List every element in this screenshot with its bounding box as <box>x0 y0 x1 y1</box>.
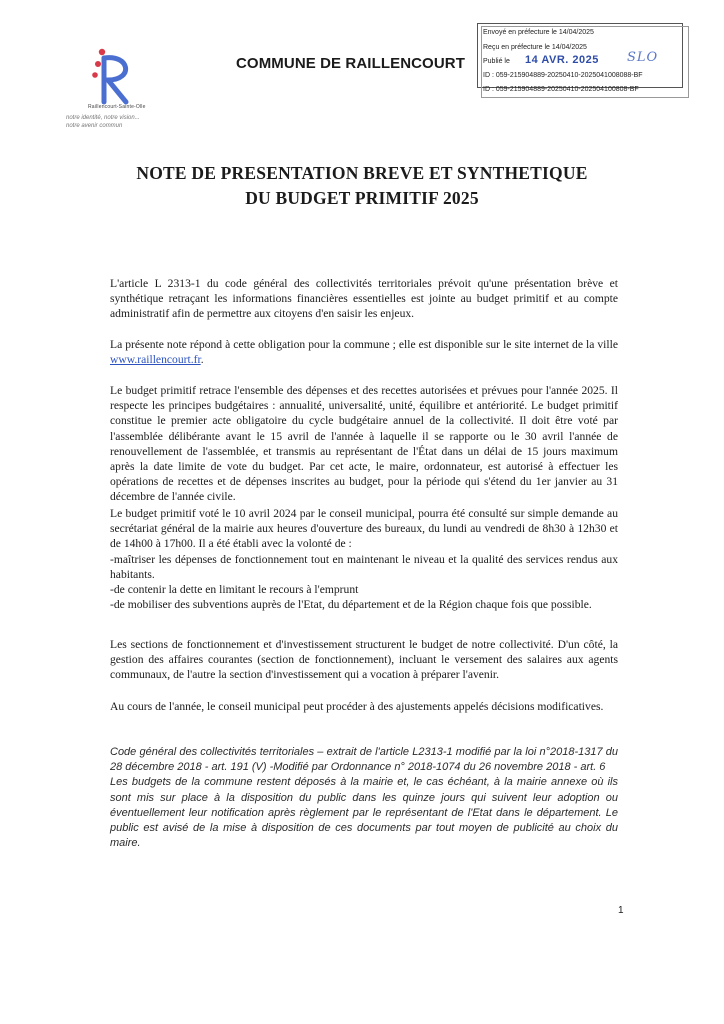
paragraph-intro: L'article L 2313-1 du code général des collectivités territoriales prévoit qu'une présentation brève et synthétique retraçant les informations financières essentielles est jointe au budget primitif et au compte administratif afin de permettre aux citoyens d'en saisir les enjeux. <box>110 277 618 321</box>
paragraph-sections: Les sections de fonctionnement et d'investissement structurent le budget de notre collectivité. D'un côté, la gestion des affaires courantes (section de fonctionnement), incluant le versement des salaires aux agents communaux, de l'autre la section d'investissement qui a vocation à préparer l'avenir. <box>110 638 618 682</box>
logo-tagline: notre avenir commun <box>66 123 123 129</box>
paragraph-website: La présente note répond à cette obligation pour la commune ; elle est disponible sur le site internet de la ville www.raillencourt.fr. <box>110 338 618 367</box>
stamp-id: ID : 059-215904889-20250410-2025041008088-BF <box>483 72 643 79</box>
logo-tagline: notre identité, notre vision... <box>66 115 140 121</box>
paragraph-adjustments: Au cours de l'année, le conseil municipal peut procéder à des ajustements appelés décisions modificatives. <box>110 700 604 713</box>
stamp-sent: Envoyé en préfecture le 14/04/2025 <box>483 29 594 36</box>
commune-title: COMMUNE DE RAILLENCOURT <box>236 55 465 72</box>
list-item: -de mobiliser des subventions auprès de l'Etat, du département et de la Région chaque fois que possible. <box>110 598 592 612</box>
stamp-published-date: 14 AVR. 2025 <box>525 54 599 66</box>
stamp-handwritten: SLO <box>627 50 659 65</box>
document-title-line2: DU BUDGET PRIMITIF 2025 <box>245 188 479 208</box>
paragraph-budget-vote: Le budget primitif voté le 10 avril 2024 par le conseil municipal, pourra été consulté sur simple demande au secrétariat général de la mairie aux heures d'ouverture des bureaux, du lundi au vendredi de 8h30 à 12h30 et de 14h00 à 17h00. Il a été établi avec la volonté de : -maîtriser les dépenses de fonctionnement tout en maintenant le niveau et la qualité des services rendus aux habitants. -de contenir la dette en limitant le recours à l'emprunt -de mobiliser des subventions auprès de l'Etat, du département et de la Région chaque fois que possible. <box>110 507 618 612</box>
prefecture-stamp <box>477 23 688 97</box>
stamp-published-label: Publié le <box>483 58 510 65</box>
stamp-received: Reçu en préfecture le 14/04/2025 <box>483 44 587 51</box>
logo-subtitle: Raillencourt-Sainte-Olle <box>88 104 146 110</box>
list-item: -maîtriser les dépenses de fonctionnement tout en maintenant le niveau et la qualité des services rendus aux habitants. <box>110 552 618 581</box>
legal-extract <box>110 745 618 851</box>
stamp-id-2: ID : 059-215904889-20250410-202504100808-BF <box>483 86 639 93</box>
website-link[interactable]: www.raillencourt.fr <box>110 353 201 367</box>
legal-reference: Code général des collectivités territoriales – extrait de l'article L2313-1 modifié par la loi n°2018-1317 du 28 décembre 2018 - art. 191 (V) -Modifié par Ordonnance n° 2018-1074 du 26 novembre 2018 - art. 6 <box>110 746 618 774</box>
list-item: -de contenir la dette en limitant le recours à l'emprunt <box>110 583 359 597</box>
paragraph-budget-definition: Le budget primitif retrace l'ensemble des dépenses et des recettes autorisées et prévues pour l'année 2025. Il respecte les principes budgétaires : annualité, universalité, unité, équilibre et antériorité. Le budget primitif constitue le premier acte obligatoire du cycle budgétaire annuel de la collectivité. Il doit être voté par l'assemblée délibérante avant le 15 avril de l'année à laquelle il se rapporte ou le 30 avril l'année de renouvellement de l'assemblée, et transmis au représentant de l'État dans un délai de 15 jours maximum après la date limite de vote du budget. Par cet acte, le maire, ordonnateur, est autorisé à effectuer les opérations de recettes et de dépenses inscrites au budget, pour la période qui s'étend du 1er janvier au 31 décembre de l'année civile. <box>110 384 618 504</box>
page-number: 1 <box>618 905 624 916</box>
document-title-line1: NOTE DE PRESENTATION BREVE ET SYNTHETIQUE <box>136 163 588 183</box>
legal-text: Les budgets de la commune restent déposés à la mairie et, le cas échéant, à la mairie annexe où ils sont mis sur place à la disposition du public dans les quinze jours qui suivent leur adoption ou éventuellement leur notification après règlement par le représentant de l'Etat dans le département. Le public est avisé de la mise à disposition de ces documents par tout moyen de publicité au choix du maire. <box>110 776 618 850</box>
